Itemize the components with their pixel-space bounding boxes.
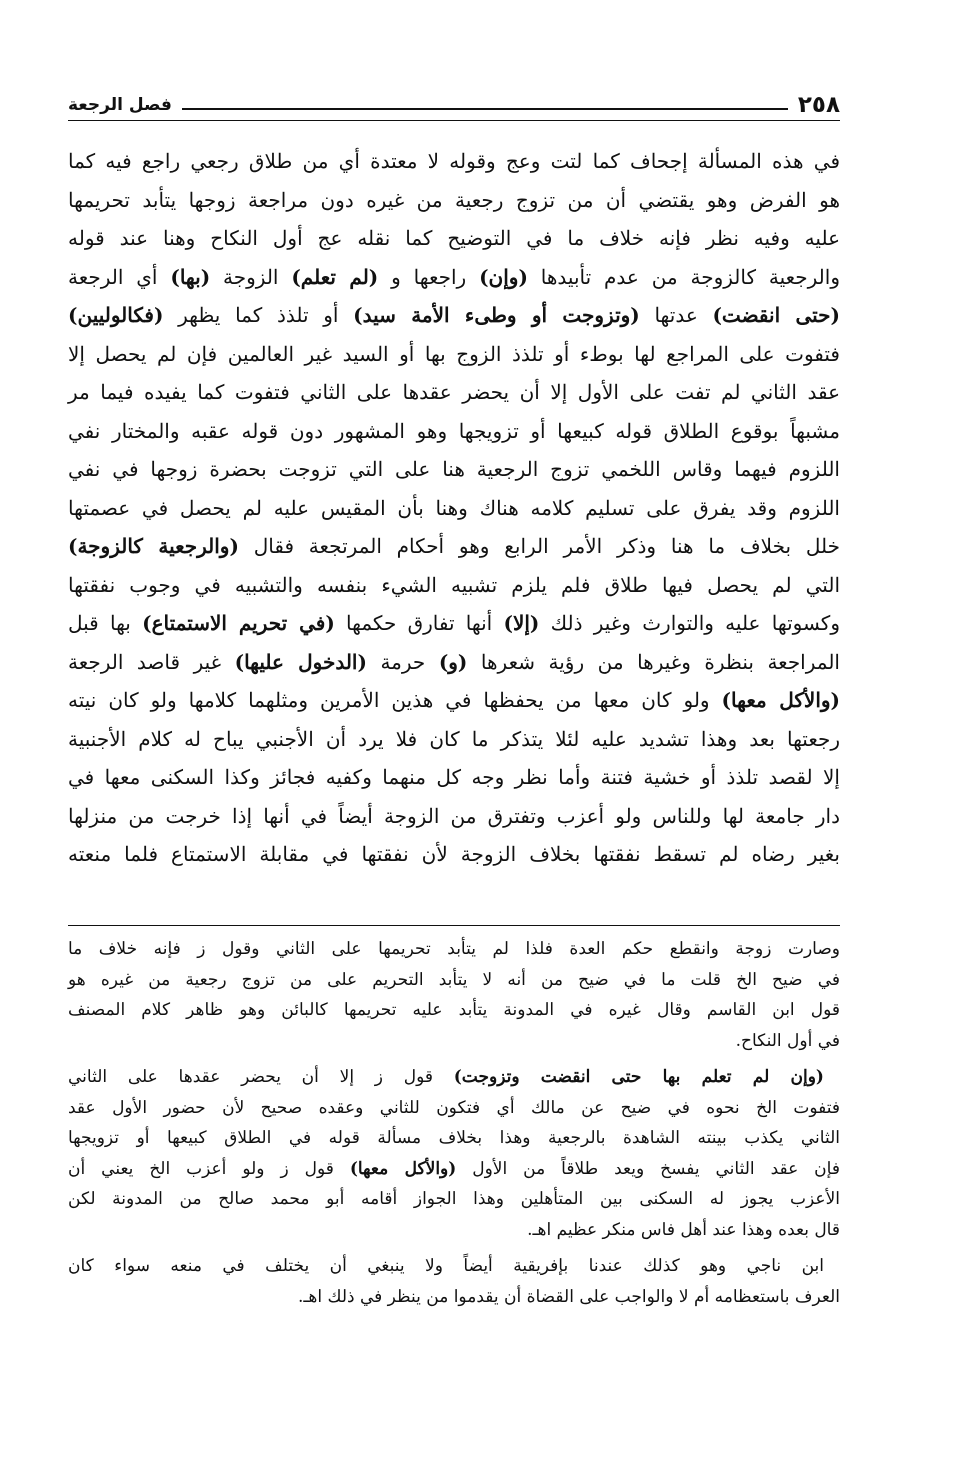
footnote-paragraph	[68, 1251, 840, 1312]
footnote-divider	[68, 925, 840, 926]
main-line: بغير رضاه لم تسقط نفقتها بخلاف الزوجة لأن نفقتها في مقابلة الاستمتاع فلما منعته	[68, 842, 840, 866]
main-line: اللزوم فيهما وقاس اللخمي تزوج الرجعية هنا على التي تزوجت بحضرة زوجها في نفي	[68, 457, 840, 481]
main-line: مشبهاً بوقوع الطلاق قوله كبيعها أو تزويجها وهو المشهور دون قوله عقبه والمختار نفي	[68, 418, 840, 443]
footnote-line: قال بعده وهذا عند أهل فاس منكر عظيم اهـ.	[527, 1219, 840, 1240]
main-line: هو الفرض وهو يقتضي أن من تزوج رجعية من غيره دون مراجعة زوجها يتأبد تحريمها	[68, 187, 840, 212]
footnote-line: الثاني يكذب بينته الشاهدة بالرجعية وهذا بخلاف مسألة قوله في الطلاق كبيعها أو تزويجها	[68, 1128, 840, 1148]
main-line: عليه وفيه نظر فإنه خلاف ما في التوضيح كما نقله عج أول النكاح وهنا عند قوله	[68, 226, 840, 250]
main-line: عقد الثاني لم تفت على الأول إلا أن يحضر عقدها على الثاني فتفوت كما يفيده فيما مر	[68, 380, 840, 404]
footnote-line: الأعزب يجوز له السكنى بين المتأهلين وهذا الجواز أقامه أبو محمد صالح من المدونة لكن	[68, 1189, 840, 1209]
footnote-line: فتفوت الخ نحوه في ضيح عن مالك أي فتكون للثاني وعقده صحيح لأن حضور الأول عقد	[68, 1097, 840, 1118]
footnote-line: قول ابن القاسم وقال غيره في المدونة يتأبد عليه تحريمها كالبائن وهو ظاهر كلام المصنف	[68, 1000, 840, 1020]
main-line: دار جامعة لها وللناس ولو أعزب وتفترق من الزوجة أيضاً في أنها إذا خرجت من منزلها	[68, 803, 840, 828]
footnote-line: (وإن لم تعلم بها حتى انقضت وتزوجت) قول ز إلا أن يحضر عقدها على الثاني	[68, 1067, 824, 1087]
footnote-paragraph	[68, 1062, 840, 1245]
footnote-line: ابن ناجي وهو كذلك عندنا بإفريقية أيضاً ولا ينبغي أن يختلف في منعه سواء كان	[68, 1256, 824, 1276]
main-text	[68, 142, 840, 874]
footnote-paragraph	[68, 934, 840, 1056]
header-rule	[182, 108, 788, 110]
main-line: التي لم يحصل فيها طلاق فلم يلزم تشبيه الشيء بنفسه والتشبيه في وجوب نفقتها	[68, 572, 840, 597]
main-line: رجعتها بعد وهذا تشديد عليه لئلا يتذكر ما كان فلا يرد أن الأجنبي يباح له كلام الأجنبية	[68, 726, 840, 751]
page-header	[68, 80, 840, 120]
main-line: والرجعية كالزوجة من عدم تأبيدها (وإن) راجعها و (لم تعلم) الزوجة (بها) أي الرجعة	[68, 264, 840, 289]
page-number: ٢٥٨	[797, 92, 840, 118]
main-line: فتفوت على المراجع لها بوطء أو تلذذ الزوج بها أو السيد غير العالمين فإن لم يحصل إلا	[68, 341, 840, 366]
footnote-line: في ضيح الخ قلت ما في ضيح من أنه لا يتأبد التحريم على من تزوج رجعية من غيره هو	[68, 969, 840, 990]
main-line: وكسوتها عليه والتوارث وغير ذلك (إلا) أنها تفارق حكمها (في تحريم الاستمتاع) بها قبل	[68, 611, 840, 635]
main-line: (حتى انقضت) عدتها (وتزوجت أو وطىء الأمة سيد) أو تلذذ كما يظهر (فكالوليين)	[68, 303, 840, 327]
main-line: اللزوم وقد يفرق على تسليم كلامه هناك وهنا بأن المقيس عليه لم يحصل في عصمتها	[68, 495, 840, 520]
footnote-line: العرف باستعظامه أم لا والواجب على القضاة أن يقدموا من ينظر في ذلك اهـ.	[298, 1286, 840, 1307]
header-underline	[68, 120, 840, 121]
main-line: خلل بخلاف ما هنا وذكر الأمر الرابع وهو أحكام المرتجعة فقال (والرجعية كالزوجة)	[68, 534, 840, 558]
footnote-line: وصارت زوجة وانقطع حكم العدة فلذا لم يتأبد تحريمها على الثاني وقول ز فإنه خلاف ما	[68, 939, 840, 959]
footnote-line: في أول النكاح.	[735, 1030, 840, 1051]
main-line: (والأكل معها) ولو كان معها من يحفظها في هذين الأمرين ومثلهما كلامها ولو كان نيته	[68, 688, 841, 712]
footnote-line: فإن عقد الثاني يفسخ ويعد طلاقاً من الأول (والأكل معها) قول ز ولو أعزب الخ يعني أن	[68, 1158, 840, 1179]
main-line: المراجعة بنظرة وغيرها من رؤية شعرها (و) حرمة (الدخول عليها) غير قاصد الرجعة	[68, 649, 840, 674]
chapter-title: فصل الرجعة	[68, 95, 172, 115]
main-line: في هذه المسألة إجحاف كما لتت وعج وقوله لا معتدة أي من طلاق رجعي راجع فيه كما	[68, 149, 840, 173]
footnotes	[68, 934, 840, 1318]
main-line: إلا لقصد تلذذ أو خشية فتنة وأما نظر وجه كل منهما وكفيه فجائز وكذا السكنى معها في	[68, 765, 840, 789]
